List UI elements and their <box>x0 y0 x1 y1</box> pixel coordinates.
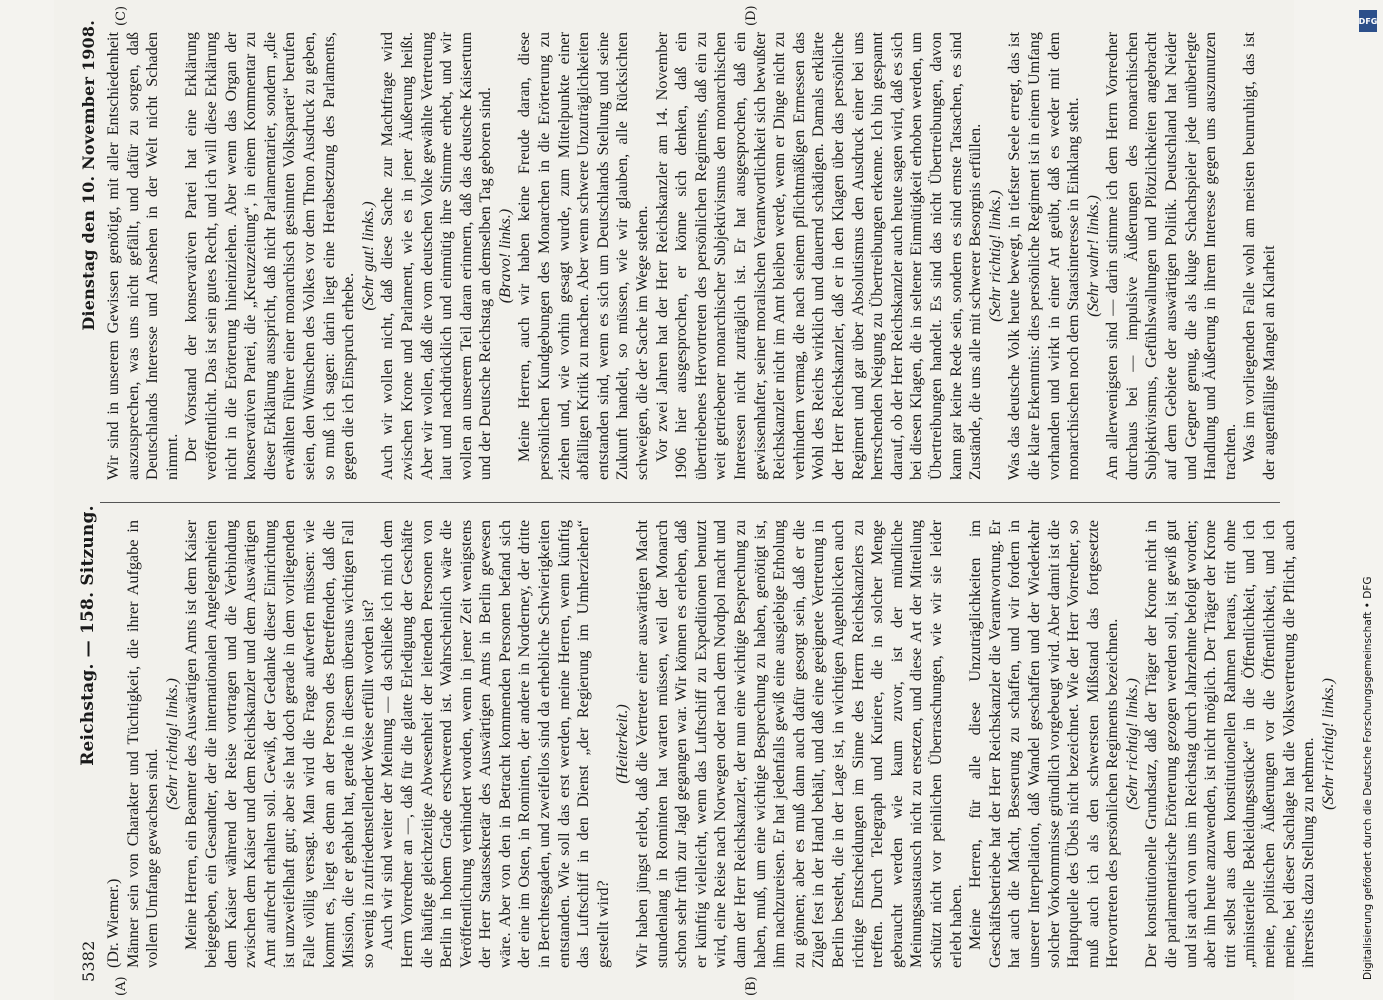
digitization-credit: Digitalisierung gefördert durch die Deutsche Forschungsgemeinschaft • DFG <box>1362 576 1374 980</box>
margin-label-a: (A) <box>114 976 129 996</box>
paragraph: Der Vorstand der konservativen Partei hat eine Erklärung veröffentlicht. Das ist sein gutes Recht, und ich will diese Erklärung nicht in die Erörterung hineinziehen. Aber wenn das Organ der konservativen Partei, die „Kreuzzeitung“, in einem Kommentar zu dieser Erklärung ausspricht, daß nicht Parlamentarier, sondern „die erwählten Führer einer monarchisch gesinnten Volkspartei“ berufen seien, den Wünschen des Volkes vor dem Thron Ausdruck zu geben, so muß ich sagen: darin liegt eine Herabsetzung des Parlaments, gegen die ich Einspruch erhebe. <box>182 32 358 480</box>
paragraph: Wir sind in unserem Gewissen genötigt, mit aller Entschiedenheit auszusprechen, was uns nicht gefällt, und dafür zu sorgen, daß Deutschlands Interesse und Ansehen in der Welt nicht Schaden nimmt. <box>104 32 181 480</box>
page-header <box>66 20 98 982</box>
paragraph: Meine Herren, auch wir haben keine Freude daran, diese persönlichen Kundgebungen des Monarchen in die Erörterung zu ziehen und, wie vorhin gesagt wurde, zum Mittelpunkte einer abfälligen Kritik zu machen. Aber wenn schwere Unzuträglichkeiten entstanden sind, wenn es sich um Deutschlands Stellung und seine Zukunft handelt, so müssen, wie wir glauben, alle Rücksichten schweigen, die der Sache im Wege stehen. <box>515 32 652 480</box>
reaction-line: (Sehr wahr! links.) <box>1083 195 1102 317</box>
paragraph: Am allerwenigsten sind — darin stimme ich dem Herrn Vorredner durchaus bei — impulsive Äußerungen des monarchischen Subjektivismus, Gefühlswallungen und Plötzlichkeiten angebracht auf dem Gebiete der auswärtigen Politik. Deutschland hat Neider und Gegner genug, die als kluge Schachspieler jede unüberlegte Handlung und Äußerung in ihrem Interesse gegen uns auszunutzen trachten. <box>1103 32 1239 480</box>
reaction-line: (Bravo! links.) <box>495 208 514 304</box>
reaction-line: (Heiterkeit.) <box>613 704 632 784</box>
margin-label-c: (C) <box>114 5 129 26</box>
right-text-column <box>104 32 1284 480</box>
paragraph: Was das deutsche Volk heute bewegt, in tiefster Seele erregt, das ist die klare Erkenntnis: dies persönliche Regiment ist in einem Umfang vorhanden und wirkt in einer Art geübt, daß es weder mit dem monarchischen noch dem Staatsinteresse in Einklang steht. <box>1005 32 1083 480</box>
paragraph: Der konstitutionelle Grundsatz, daß der Träger der Krone nicht in die parlamentarische Erörterung gezogen werden soll, ist gewiß gut und ist auch von uns im Reichstag durch Jahrzehnte befolgt worden; aber ihn heute anzuwenden, ist nicht möglich. Der Träger der Krone tritt selbst aus dem konstitutionellen Rahmen heraus, tritt ohne „ministerielle Bekleidungsstücke“ in die Öffentlichkeit, und ich meine, politischen Äußerungen vor die Öffentlichkeit, und ich meine, bei dieser Sachlage hat die Volksvertretung die Pflicht, auch ihrerseits dazu Stellung zu nehmen. <box>1142 520 1318 968</box>
paragraph: Auch wir wollen nicht, daß diese Sache zur Machtfrage wird zwischen Krone und Parlament, wie es in jener Äußerung heißt. Aber wir wollen, daß die vom deutschen Volke gewählte Vertretung laut und nachdrücklich und einmütig ihre Stimme erhebt, und wir wollen an unserem Teil daran erinnern, daß das deutsche Kaisertum und der Deutsche Reichstag an demselben Tag geboren sind. <box>378 32 495 480</box>
reaction-line: (Sehr richtig! links.) <box>1122 678 1141 810</box>
paragraph: Meine Herren, für alle diese Unzuträglichkeiten im Geschäftsbetriebe hat der Herr Reichskanzler die Verantwortung. Er hat auch die Macht, Besserung zu schaffen, und wir fordern in unserer Interpellation, daß Wandel geschaffen und der Wiederkehr solcher Vorkommnisse gründlich vorgebeugt wird. Aber damit ist die Hauptquelle des Übels nicht bezeichnet. Wie der Herr Vorredner, so muß auch ich als den schwersten Mißstand das fortgesetzte Hervortreten des persönlichen Regiments bezeichnen. <box>966 520 1122 968</box>
page-number: 5382 <box>79 940 98 982</box>
reaction-line: (Sehr gut! links.) <box>358 201 377 311</box>
paragraph: Meine Herren, ein Beamter des Auswärtigen Amts ist dem Kaiser beigegeben, ein Gesandter, der die internationalen Angelegenheiten dem Kaiser während der Reise vortragen und die Verbindung zwischen dem Kaiser und dem Reichskanzler und dem Auswärtigen Amt aufrecht erhalten soll. Gewiß, der Gedanke dieser Einrichtung ist unzweifelhaft gut; aber sie hat doch gerade in dem vorliegenden Falle völlig versagt. Man wird die Frage aufwerfen müssen: wie kommt es, liegt es denn an der Person des Betreffenden, daß die Mission, die er gehabt hat, gerade in diesem überaus wichtigen Fall so wenig in zufriedenstellender Weise erfüllt worden ist? <box>182 520 377 968</box>
column-divider <box>100 502 1280 503</box>
digitization-note <box>1358 16 1378 980</box>
reaction-line: (Sehr richtig! links.) <box>162 678 181 810</box>
margin-label-b: (B) <box>744 976 759 996</box>
paragraph: Männer sein von Charakter und Tüchtigkeit, die ihrer Aufgabe in vollem Umfange gewachsen sind. <box>123 520 162 968</box>
left-text-column <box>104 520 1337 968</box>
paragraph: Wir haben jüngst erlebt, daß die Vertreter einer auswärtigen Macht stundenlang in Rominten hat warten müssen, weil der Monarch schon sehr früh zur Jagd gegangen war. Wir können es erleben, daß er künftig vielleicht, wenn das Luftschiff zu Expeditionen benutzt wird, eine Reise nach Norwegen oder nach dem Nordpol macht und dann der Herr Reichskanzler, der nun eine wichtige Besprechung zu haben, muß, um eine wichtige Besprechung zu haben, genötigt ist, ihm nachzureisen. Er hat jedenfalls gewiß eine ausgiebige Erholung zu gönnen; aber es muß dann auch dafür gesorgt sein, daß er die Zügel fest in der Hand behält, und daß eine geeignete Vertretung in Berlin besteht, die in der Lage ist, in wichtigen Augenblicken auch richtige Entscheidungen im Sinne des Herrn Reichskanzlers zu treffen. Durch Telegraph und Kuriere, die in solcher Menge gebraucht werden wie kaum zuvor, ist der mündliche Meinungsaustausch nicht zu ersetzen, und diese Art der Mitteilung schützt nicht vor peinlichen Überraschungen, wie wir sie leider erlebt haben. <box>633 520 965 968</box>
reaction-line: (Sehr richtig! links.) <box>985 190 1004 322</box>
paragraph: Auch wir sind weiter der Meinung — da schließe ich mich dem Herrn Vorredner an —, daß für die glatte Erledigung der Geschäfte die häufige gleichzeitige Abwesenheit der leitenden Personen von Berlin in hohem Grade erschwerend ist. Wahrscheinlich wäre die Veröffentlichung verhindert worden, wenn in jener Zeit wenigstens der Herr Staatssekretär des Auswärtigen Amts in Berlin gewesen wäre. Aber von den in Betracht kommenden Personen befand sich der eine im Osten, in Rominten, der andere in Norderney, der dritte in Berchtesgaden, und zweifellos sind da erhebliche Schwierigkeiten entstanden. Wie soll das erst werden, meine Herren, wenn künftig das Luftschiff in den Dienst „der Regierung im Umherziehen“ gestellt wird? <box>378 520 612 968</box>
paragraph: Vor zwei Jahren hat der Herr Reichskanzler am 14. November 1906 hier ausgesprochen, er könne sich denken, daß ein übertriebenes Hervortreten des persönlichen Regiments, daß ein zu weit getriebener monarchischer Subjektivismus den monarchischen Interessen nicht zuträglich ist. Er hat ausgesprochen, daß ein gewissenhafter, seiner moralischen Verantwortlichkeit sich bewußter Reichskanzler nicht im Amt bleiben werde, wenn er Dinge nicht zu verhindern vermag, die nach seinem pflichtmäßigen Ermessen das Wohl des Reichs wirklich und dauernd schädigen. Damals erklärte der Herr Reichskanzler, daß er in den Klagen über das persönliche Regiment und gar über Absolutismus den Ausdruck einer bei uns herrschenden Neigung zu Übertreibungen erkenne. Ich bin gespannt darauf, ob der Herr Reichskanzler auch heute sagen wird, daß es sich bei diesen Klagen, die in seltener Einmütigkeit erhoben werden, um Übertreibungen handelt. Es sind das nicht Übertreibungen, davon kann gar keine Rede sein, sondern es sind ernste Tatsachen, es sind Zustände, die uns alle mit schwerer Besorgnis erfüllen. <box>652 32 985 480</box>
session-date: Dienstag den 10. November 1908. <box>79 20 98 331</box>
speaker-name: (Dr. Wiemer.) <box>104 878 122 968</box>
dfg-logo: DFG <box>1359 10 1377 32</box>
document-sheet <box>54 0 1337 1000</box>
paragraph: Was im vorliegenden Falle wohl am meisten beunruhigt, das ist der augenfällige Mangel an Klarheit <box>1240 32 1279 480</box>
rotated-page <box>54 0 1337 1000</box>
session-title: Reichstag. — 158. Sitzung. <box>78 505 98 766</box>
margin-label-d: (D) <box>744 5 759 26</box>
reaction-line: (Sehr richtig! links.) <box>1318 678 1337 810</box>
